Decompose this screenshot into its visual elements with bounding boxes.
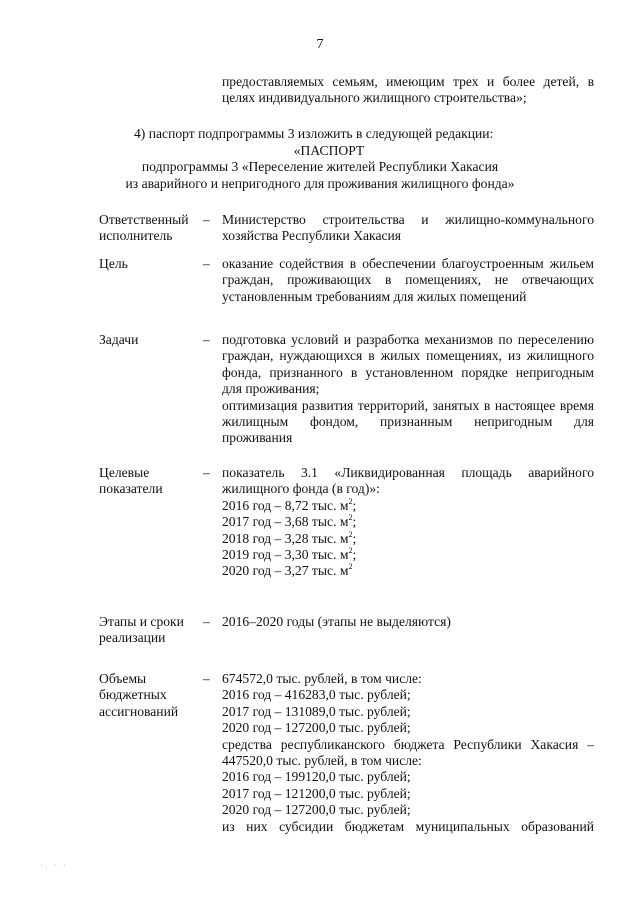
value-line: из них субсидии бюджетам муниципальных образований [222,818,594,834]
indicator-year-line: 2017 год – 3,68 тыс. $м^2$; [222,513,357,530]
row-value [222,614,594,630]
continuation-text [222,74,594,107]
value-line: 2017 год – 121200,0 тыс. рублей; [222,785,411,801]
label-line: Ответственный [99,212,189,227]
row-label [99,614,199,647]
passport-title-line: подпрограммы 3 «Переселение жителей Республики Хакасия [141,159,499,175]
label-line: ассигнований [99,703,179,719]
label-line: Этапы и сроки [99,614,184,629]
page-number: 7 [316,37,324,52]
value-line: хозяйства Республики Хакасия [222,228,402,244]
row-dash: – [203,614,210,629]
value-line: проживания [222,430,293,446]
row-dash: – [203,671,210,686]
value-line: 2020 год – 127200,0 тыс. рублей; [222,802,411,818]
row-label [99,332,199,348]
value-line: 2016 год – 199120,0 тыс. рублей; [222,769,411,785]
passport-title-line: из аварийного и непригодного для проживания жилищного фонда» [125,175,515,191]
row-value [222,256,594,305]
row-dash: – [203,465,210,480]
value-line: показатель 3.1 «Ликвидированная площадь аварийного [222,465,594,480]
indicator-year-line: 2018 год – 3,28 тыс. $м^2$; [222,529,357,546]
value-line: оптимизация развития территорий, занятых в настоящее время [222,397,594,413]
continuation-line: предоставляемых семьям, имеющим трех и более детей, в [222,74,594,89]
label-line: бюджетных [99,687,167,703]
indicator-year-line: 2020 год – 3,27 тыс. $м^2$ [222,562,353,579]
label-line: показатели [99,481,163,497]
value-line: граждан, проживающих в помещениях, не отвечающих [222,272,594,288]
value-line: средства республиканского бюджета Республики Хакасия – [222,736,594,752]
value-line: 2020 год – 127200,0 тыс. рублей; [222,720,411,736]
value-line: 2016–2020 годы (этапы не выделяются) [222,614,451,629]
label-line: Целевые [99,465,150,480]
label-line: Цель [99,256,128,271]
value-line: жилищного фонда (в год)»: [222,481,380,497]
row-dash: – [203,212,210,227]
row-label [99,465,199,498]
row-dash: – [203,332,210,347]
continuation-line: целях индивидуального жилищного строительства»; [222,90,527,106]
indicator-year-line: 2016 год – 8,72 тыс. $м^2$; [222,496,357,513]
value-line: 674572,0 тыс. рублей, в том числе: [222,671,422,686]
value-line: оказание содействия в обеспечении благоустроенным жильем [222,256,594,271]
scan-artifact: ·. · · [40,860,68,870]
value-line: для проживания; [222,381,320,397]
row-value [222,465,594,580]
row-label [99,256,199,272]
value-line: 2017 год – 131089,0 тыс. рублей; [222,703,411,719]
label-line: Задачи [99,332,139,347]
value-line: Министерство строительства и жилищно-коммунального [222,212,594,227]
label-line: исполнитель [99,228,173,244]
row-label [99,671,199,720]
row-value [222,212,594,245]
row-value [222,332,594,447]
row-dash: – [203,256,210,271]
value-line: жилищным фондом, признанным непригодным для [222,414,594,430]
label-line: реализации [99,630,166,646]
row-label [99,212,199,245]
value-line: 447520,0 тыс. рублей, в том числе: [222,753,422,769]
value-line: граждан, нуждающихся в жилых помещениях, из жилищного [222,348,594,364]
label-line: Объемы [99,671,147,686]
value-line: фонда, признанного в установленном порядке непригодным [222,364,594,380]
value-line: подготовка условий и разработка механизмов по переселению [222,332,594,347]
row-value [222,671,594,835]
item-heading: 4) паспорт подпрограммы 3 изложить в следующей редакции: [134,126,494,141]
passport-title [0,143,640,192]
value-line: 2016 год – 416283,0 тыс. рублей; [222,687,411,703]
value-line: установленным требованиям для жилых помещений [222,288,527,304]
indicator-year-line: 2019 год – 3,30 тыс. $м^2$; [222,546,357,563]
passport-title-line: «ПАСПОРТ [293,143,365,158]
